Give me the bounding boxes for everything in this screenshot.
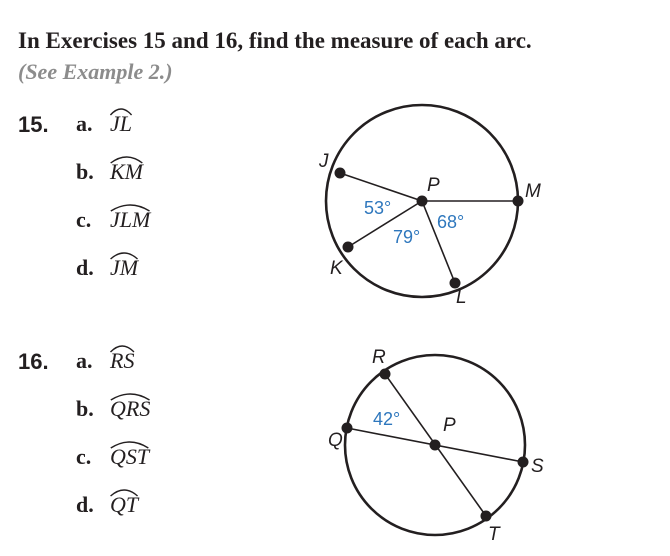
center-p-dot bbox=[430, 440, 441, 451]
angle-label-53: 53° bbox=[364, 198, 392, 218]
label-p: P bbox=[443, 415, 456, 436]
label-s: S bbox=[531, 456, 544, 477]
exercise-15-part-d bbox=[76, 250, 138, 281]
angle-label-79: 79° bbox=[393, 227, 421, 247]
point-k-dot bbox=[343, 242, 354, 253]
part-label: b. bbox=[76, 159, 94, 184]
label-j: J bbox=[319, 151, 329, 172]
exercise-16-part-c bbox=[76, 439, 149, 470]
arc-name: QST bbox=[110, 444, 150, 469]
point-s-dot bbox=[518, 457, 529, 468]
arc-name: JM bbox=[110, 255, 139, 280]
angle-label-68: 68° bbox=[437, 212, 465, 232]
label-q: Q bbox=[328, 430, 343, 451]
arc-name: RS bbox=[110, 348, 135, 373]
exercise-16-circle-diagram bbox=[305, 340, 575, 550]
arc-name: QT bbox=[110, 492, 139, 517]
exercise-15-part-a bbox=[76, 106, 132, 137]
part-label: d. bbox=[76, 492, 94, 517]
point-r-dot bbox=[380, 369, 391, 380]
point-m-dot bbox=[513, 196, 524, 207]
part-label: c. bbox=[76, 444, 92, 469]
part-label: b. bbox=[76, 396, 94, 421]
label-k: K bbox=[330, 258, 343, 279]
part-label: a. bbox=[76, 111, 93, 136]
label-r: R bbox=[372, 347, 386, 368]
point-j-dot bbox=[335, 168, 346, 179]
exercise-16-part-d bbox=[76, 487, 138, 518]
angle-label-42: 42° bbox=[373, 409, 401, 429]
part-label: d. bbox=[76, 255, 94, 280]
arc-name: JLM bbox=[110, 207, 151, 232]
exercise-16-part-b bbox=[76, 391, 150, 422]
exercise-15-circle-diagram bbox=[300, 100, 590, 315]
part-label: c. bbox=[76, 207, 92, 232]
exercise-15-part-b bbox=[76, 154, 143, 185]
label-p: P bbox=[427, 175, 440, 196]
point-t-dot bbox=[481, 511, 492, 522]
label-m: M bbox=[525, 181, 541, 202]
arc-name: JL bbox=[110, 111, 132, 136]
exercise-16-part-a bbox=[76, 343, 134, 374]
arc-name: KM bbox=[110, 159, 143, 184]
exercise-16-number: 16. bbox=[18, 349, 49, 374]
center-p-dot bbox=[417, 196, 428, 207]
arc-name: QRS bbox=[110, 396, 151, 421]
exercise-15-part-c bbox=[76, 202, 150, 233]
part-label: a. bbox=[76, 348, 93, 373]
instructions-heading: In Exercises 15 and 16, find the measure of each arc. bbox=[18, 28, 532, 53]
radius-pj bbox=[340, 173, 422, 201]
label-t: T bbox=[488, 524, 500, 545]
exercise-15-number: 15. bbox=[18, 112, 49, 137]
point-q-dot bbox=[342, 423, 353, 434]
label-l: L bbox=[456, 287, 467, 308]
example-reference: (See Example 2.) bbox=[18, 59, 173, 84]
